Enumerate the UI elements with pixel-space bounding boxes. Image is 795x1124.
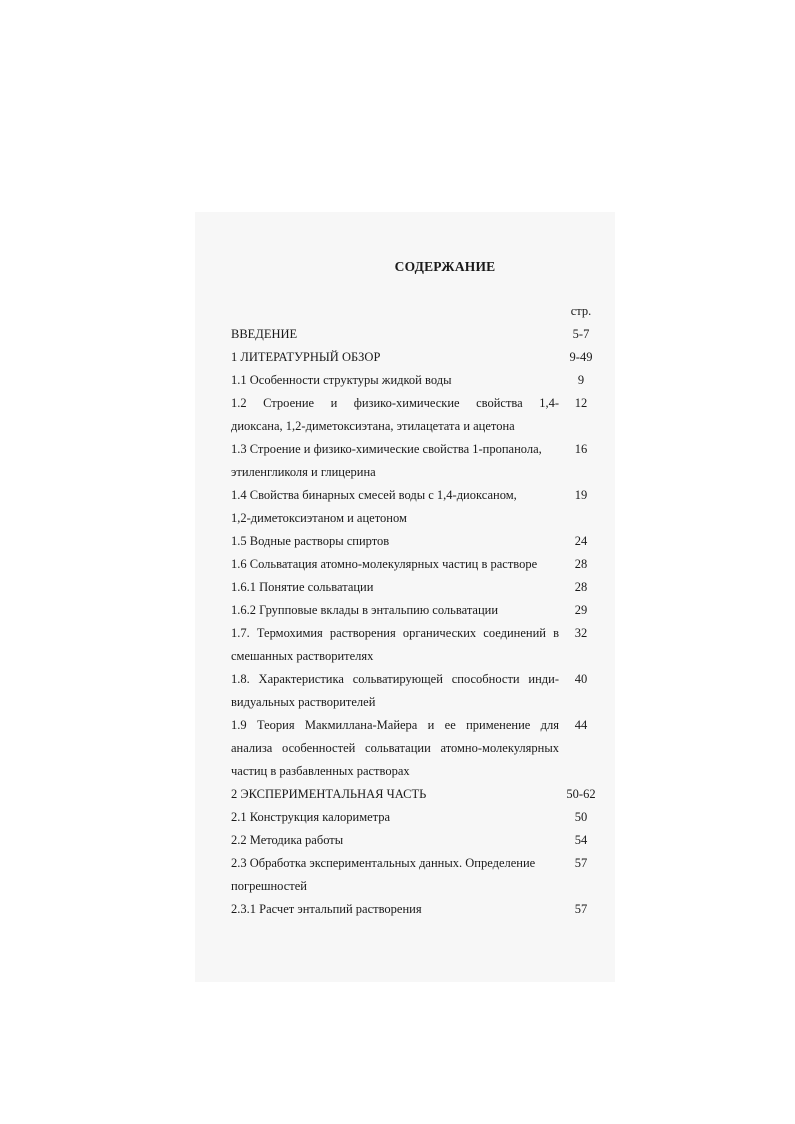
toc-entry-page: 50-62 [566, 787, 596, 801]
toc-entry-text: 2.1 Конструкция калориметра [231, 810, 391, 824]
toc-entry-text: ВВЕДЕНИЕ [231, 327, 298, 341]
toc-entry-text: 1.6.2 Групповые вклады в энтальпию сольватации [231, 603, 499, 617]
toc-entry-page: 50 [574, 810, 588, 824]
toc-entry-text: 1,2-диметоксиэтаном и ацетоном [231, 511, 407, 525]
toc-entry-page: 24 [574, 534, 588, 548]
page-title: СОДЕРЖАНИЕ [394, 259, 496, 274]
toc-entry-text: видуальных растворителей [231, 695, 376, 709]
toc-entry-text: 2.2 Методика работы [231, 833, 344, 847]
toc-entry-text: 1.2 Строение и физико-химические свойства 1,4- [231, 396, 559, 410]
toc-entry-text: анализа особенностей сольватации атомно-молекулярных [231, 741, 559, 755]
toc-entry-text: погрешностей [231, 879, 307, 893]
toc-entry-text: 1.6.1 Понятие сольватации [231, 580, 374, 594]
page-column-header: стр. [570, 304, 592, 318]
toc-entry-text: 1.5 Водные растворы спиртов [231, 534, 390, 548]
toc-entry-text: 1 ЛИТЕРАТУРНЫЙ ОБЗОР [231, 350, 381, 364]
toc-entry-text: частиц в разбавленных растворах [231, 764, 410, 778]
toc-entry-text: этиленгликоля и глицерина [231, 465, 376, 479]
toc-entry-text: 2 ЭКСПЕРИМЕНТАЛЬНАЯ ЧАСТЬ [231, 787, 427, 801]
toc-entry-text: 1.8. Характеристика сольватирующей способности инди- [231, 672, 559, 686]
toc-entry-page: 9 [577, 373, 585, 387]
toc-entry-text: 1.9 Теория Макмиллана-Майера и ее применение для [231, 718, 559, 732]
toc-entry-page: 57 [574, 856, 588, 870]
toc-entry-page: 16 [574, 442, 588, 456]
toc-entry-page: 29 [574, 603, 588, 617]
toc-entry-text: 2.3 Обработка экспериментальных данных. Определение [231, 856, 536, 870]
toc-entry-page: 28 [574, 580, 588, 594]
toc-entry-text: диоксана, 1,2-диметоксиэтана, этилацетата и ацетона [231, 419, 515, 433]
toc-entry-text: 2.3.1 Расчет энтальпий растворения [231, 902, 422, 916]
toc-entry-page: 57 [574, 902, 588, 916]
toc-entry-page: 28 [574, 557, 588, 571]
toc-entry-text: 1.6 Сольватация атомно-молекулярных частиц в растворе [231, 557, 538, 571]
toc-entry-page: 5-7 [572, 327, 590, 341]
toc-entry-page: 40 [574, 672, 588, 686]
toc-entry-text: 1.4 Свойства бинарных смесей воды с 1,4-диоксаном, [231, 488, 517, 502]
toc-entry-text: 1.7. Термохимия растворения органических соединений в [231, 626, 559, 640]
toc-entry-page: 44 [574, 718, 588, 732]
toc-entry-page: 19 [574, 488, 588, 502]
toc-entry-page: 54 [574, 833, 588, 847]
toc-entry-page: 12 [574, 396, 588, 410]
toc-entry-text: смешанных растворителях [231, 649, 374, 663]
toc-entry-page: 32 [574, 626, 588, 640]
toc-entry-text: 1.3 Строение и физико-химические свойства 1-пропанола, [231, 442, 542, 456]
toc-entry-page: 9-49 [569, 350, 593, 364]
toc-entry-text: 1.1 Особенности структуры жидкой воды [231, 373, 452, 387]
